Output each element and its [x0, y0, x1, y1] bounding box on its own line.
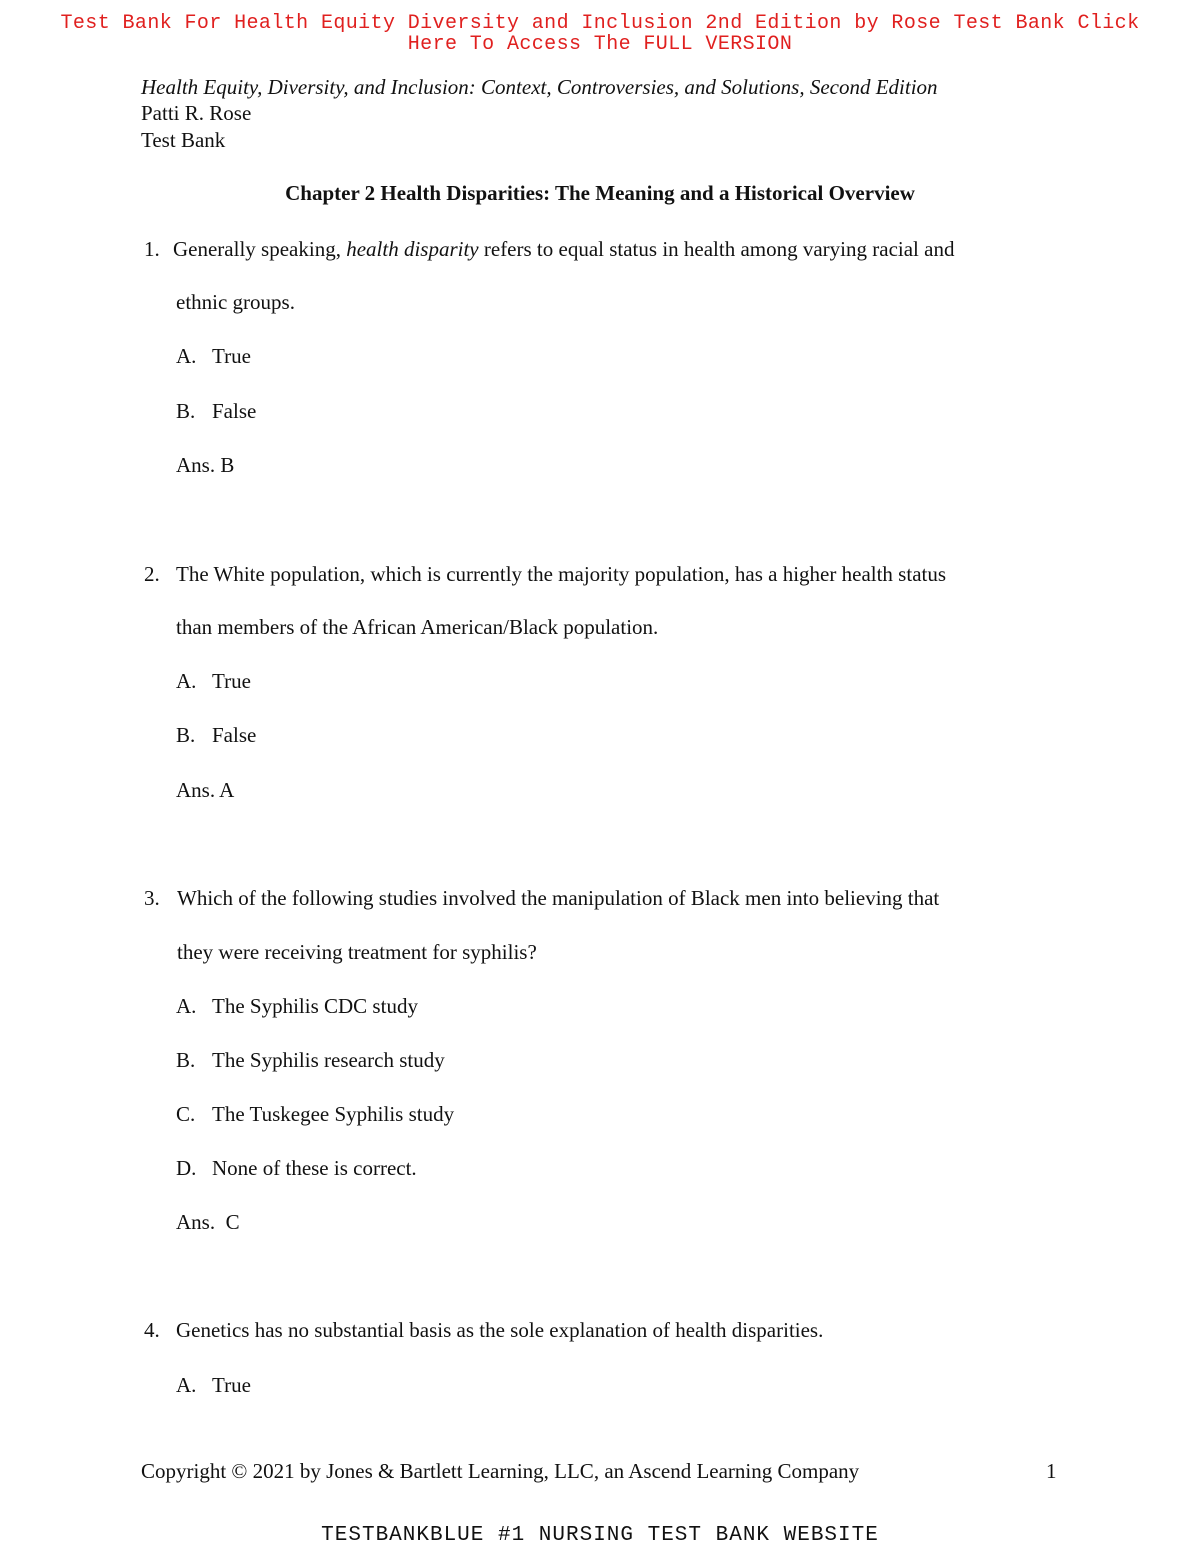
- question-number: 1.: [144, 237, 160, 261]
- page-number: 1: [1046, 1459, 1057, 1483]
- banner-line-2[interactable]: Here To Access The FULL VERSION: [407, 33, 793, 56]
- question-text-line-1: Genetics has no substantial basis as the sole explanation of health disparities.: [176, 1318, 824, 1342]
- option-text: The Syphilis CDC study: [212, 994, 418, 1018]
- question-number: 4.: [144, 1318, 160, 1342]
- question-number: 3.: [144, 886, 160, 910]
- option-letter: A.: [176, 994, 197, 1018]
- question-text-line-1: Which of the following studies involved the manipulation of Black men into believing that: [177, 886, 940, 910]
- option-letter: B.: [176, 399, 196, 423]
- question-text-line-2: ethnic groups.: [176, 290, 295, 314]
- question-text-line-1: [173, 236, 954, 262]
- option-text: True: [212, 669, 251, 693]
- question-text-line-2: they were receiving treatment for syphilis?: [177, 940, 537, 964]
- option-letter: C.: [176, 1102, 196, 1126]
- option-text: True: [212, 344, 251, 368]
- option-letter: B.: [176, 723, 196, 747]
- option-text: True: [212, 1373, 251, 1397]
- option-letter: D.: [176, 1156, 197, 1180]
- question-text-line-2: than members of the African American/Black population.: [176, 615, 659, 639]
- option-letter: A.: [176, 669, 197, 693]
- question-text-part: refers to equal status in health among varying racial and: [478, 237, 955, 261]
- question-text-line-1: The White population, which is currently the majority population, has a higher health status: [176, 562, 947, 586]
- answer-key: Ans. B: [176, 453, 235, 477]
- option-text: None of these is correct.: [212, 1156, 417, 1180]
- full-version-link-banner[interactable]: [20, 13, 1180, 55]
- question-number: 2.: [144, 562, 160, 586]
- document-type: Test Bank: [141, 128, 226, 152]
- book-title: Health Equity, Diversity, and Inclusion: Context, Controversies, and Solutions, Second Edition: [141, 75, 938, 99]
- option-letter: B.: [176, 1048, 196, 1072]
- author-name: Patti R. Rose: [141, 101, 252, 125]
- answer-key: Ans. C: [176, 1210, 240, 1234]
- option-text: The Syphilis research study: [212, 1048, 445, 1072]
- website-banner: TESTBANKBLUE #1 NURSING TEST BANK WEBSITE: [321, 1524, 879, 1547]
- question-text-part: Generally speaking,: [173, 237, 347, 261]
- answer-key: Ans. A: [176, 778, 235, 802]
- option-text: False: [212, 399, 257, 423]
- option-letter: A.: [176, 344, 197, 368]
- option-text: False: [212, 723, 257, 747]
- option-text: The Tuskegee Syphilis study: [212, 1102, 455, 1126]
- banner-line-1[interactable]: Test Bank For Health Equity Diversity and Inclusion 2nd Edition by Rose Test Bank Click: [60, 12, 1140, 35]
- question-emphasis-term: health disparity: [346, 237, 479, 261]
- option-letter: A.: [176, 1373, 197, 1397]
- chapter-title: Chapter 2 Health Disparities: The Meaning and a Historical Overview: [285, 181, 915, 205]
- copyright-footer: Copyright © 2021 by Jones & Bartlett Learning, LLC, an Ascend Learning Company: [141, 1459, 860, 1483]
